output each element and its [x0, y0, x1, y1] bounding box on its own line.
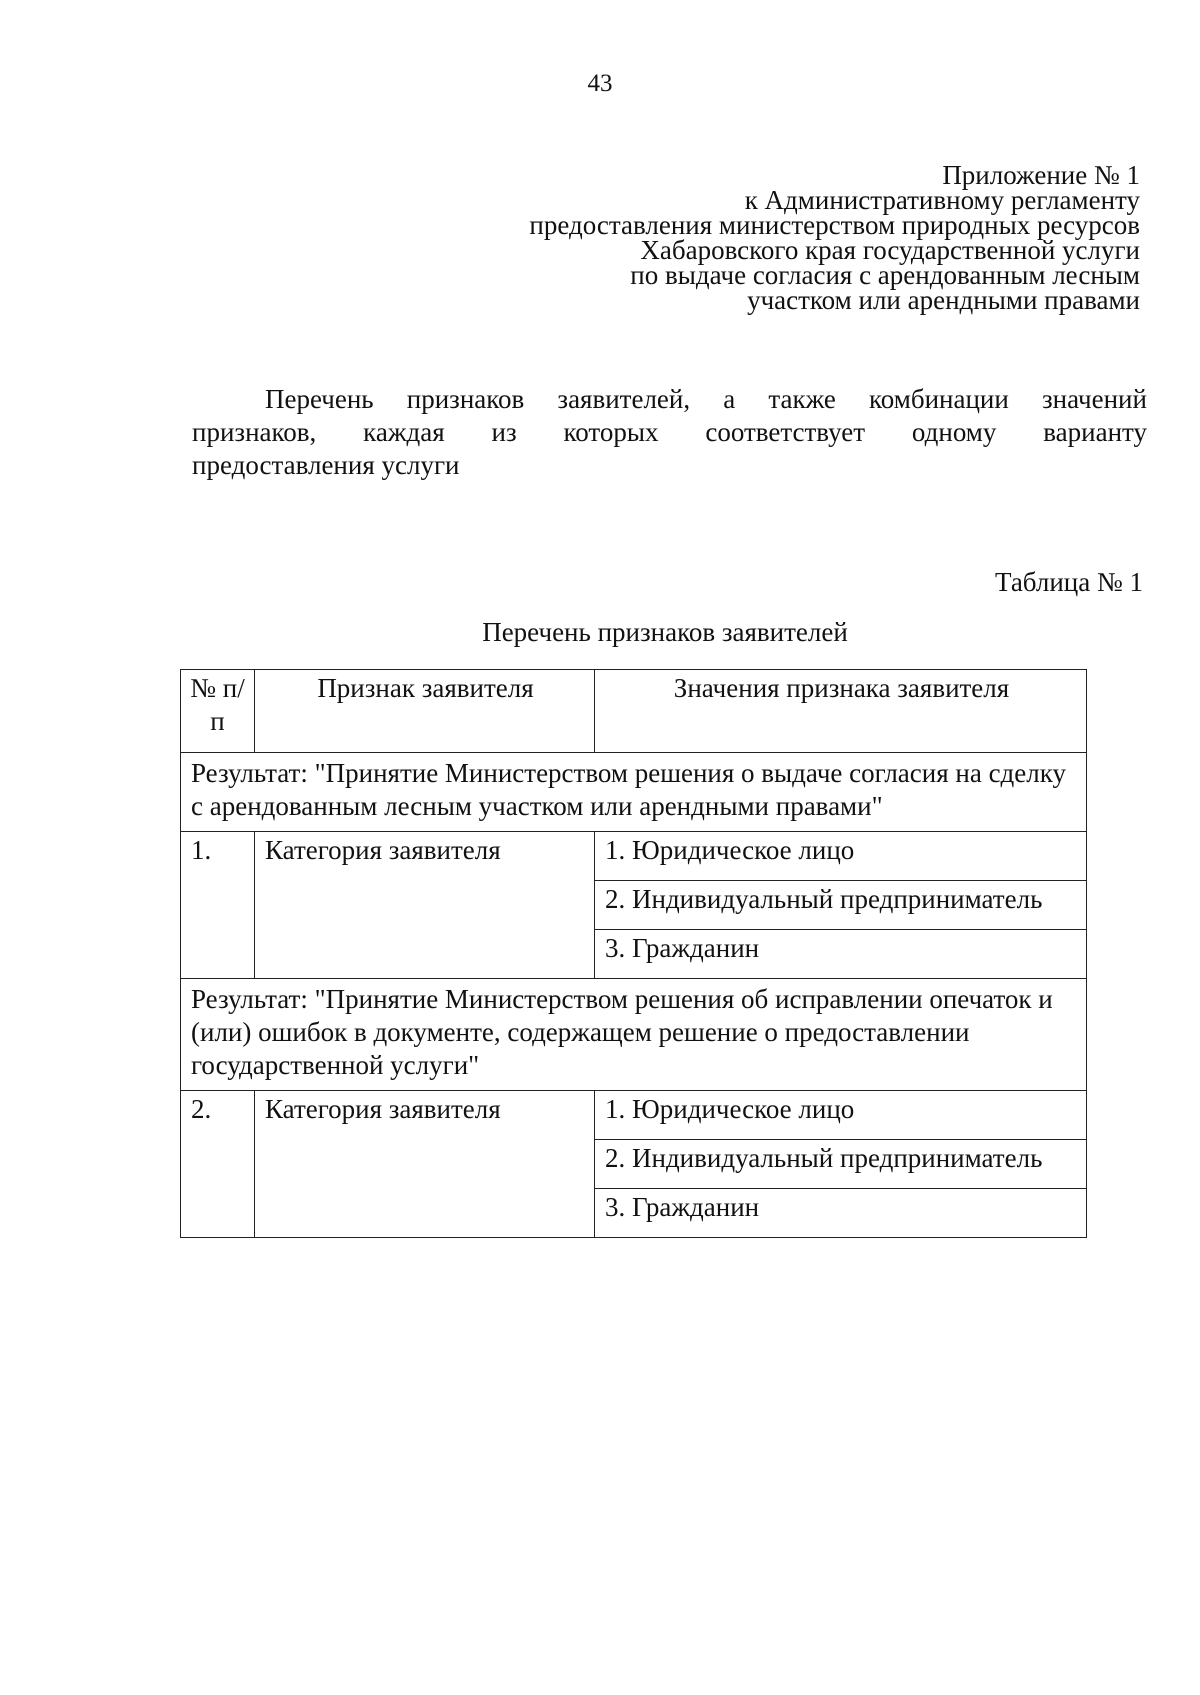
- table-header-row: [181, 670, 1087, 753]
- row-number: 1.: [181, 832, 255, 979]
- page-number: 43: [587, 70, 613, 97]
- row-value: 3. Гражданин: [595, 930, 1087, 979]
- row-sign: Категория заявителя: [255, 1091, 595, 1238]
- intro-word: предоставления услуги: [192, 450, 460, 480]
- intro-line: [192, 416, 1147, 449]
- row-sign: Категория заявителя: [255, 832, 595, 979]
- intro-paragraph: [192, 383, 1147, 482]
- row-value: 2. Индивидуальный предприниматель: [595, 1140, 1087, 1189]
- row-number: 2.: [181, 1091, 255, 1238]
- result-text: Результат: "Принятие Министерством решения об исправлении опечаток и (или) ошибок в документе, содержащем решение о предоставлении государственной услуги": [181, 979, 1087, 1091]
- intro-word: соответствует: [705, 417, 866, 447]
- appendix-line: Приложение № 1: [942, 160, 1140, 190]
- table-title: Перечень признаков заявителей: [482, 617, 848, 647]
- intro-word: каждая: [363, 417, 445, 447]
- intro-word: также: [768, 384, 836, 414]
- result-row: [181, 979, 1087, 1091]
- row-value: 2. Индивидуальный предприниматель: [595, 881, 1087, 930]
- intro-line: [192, 383, 1147, 416]
- intro-word: комбинации: [869, 384, 1009, 414]
- intro-word: значений: [1041, 384, 1147, 414]
- appendix-heading: [380, 160, 1140, 315]
- intro-word: одному: [911, 417, 997, 447]
- result-row: [181, 753, 1087, 832]
- intro-line: [192, 449, 1147, 482]
- table-row: [181, 1091, 1087, 1140]
- intro-word: признаков: [406, 384, 525, 414]
- intro-word: признаков,: [192, 417, 317, 447]
- intro-word: заявителей,: [557, 384, 691, 414]
- intro-word: из: [491, 417, 517, 447]
- intro-word: варианту: [1043, 417, 1147, 447]
- header-value: Значения признака заявителя: [595, 670, 1087, 753]
- intro-word: которых: [563, 417, 659, 447]
- appendix-line: по выдаче согласия с арендованным лесным: [630, 260, 1140, 290]
- table-row: [181, 832, 1087, 881]
- result-text: Результат: "Принятие Министерством решения о выдаче согласия на сделку с арендованным лесным участком или арендными правами": [181, 753, 1087, 832]
- row-value: 1. Юридическое лицо: [595, 832, 1087, 881]
- appendix-line: предоставления министерством природных ресурсов: [529, 210, 1140, 240]
- intro-word: а: [723, 384, 736, 414]
- row-value: 3. Гражданин: [595, 1189, 1087, 1238]
- appendix-line: Хабаровского края государственной услуги: [640, 235, 1140, 265]
- table-label: Таблица № 1: [995, 567, 1143, 597]
- applicant-criteria-table: [180, 669, 1086, 1238]
- appendix-line: к Административному регламенту: [744, 185, 1140, 215]
- header-number: № п/п: [181, 670, 255, 753]
- row-value: 1. Юридическое лицо: [595, 1091, 1087, 1140]
- header-sign: Признак заявителя: [255, 670, 595, 753]
- intro-word: Перечень: [265, 384, 374, 414]
- appendix-line: участком или арендными правами: [747, 285, 1140, 315]
- criteria-table: [180, 669, 1087, 1238]
